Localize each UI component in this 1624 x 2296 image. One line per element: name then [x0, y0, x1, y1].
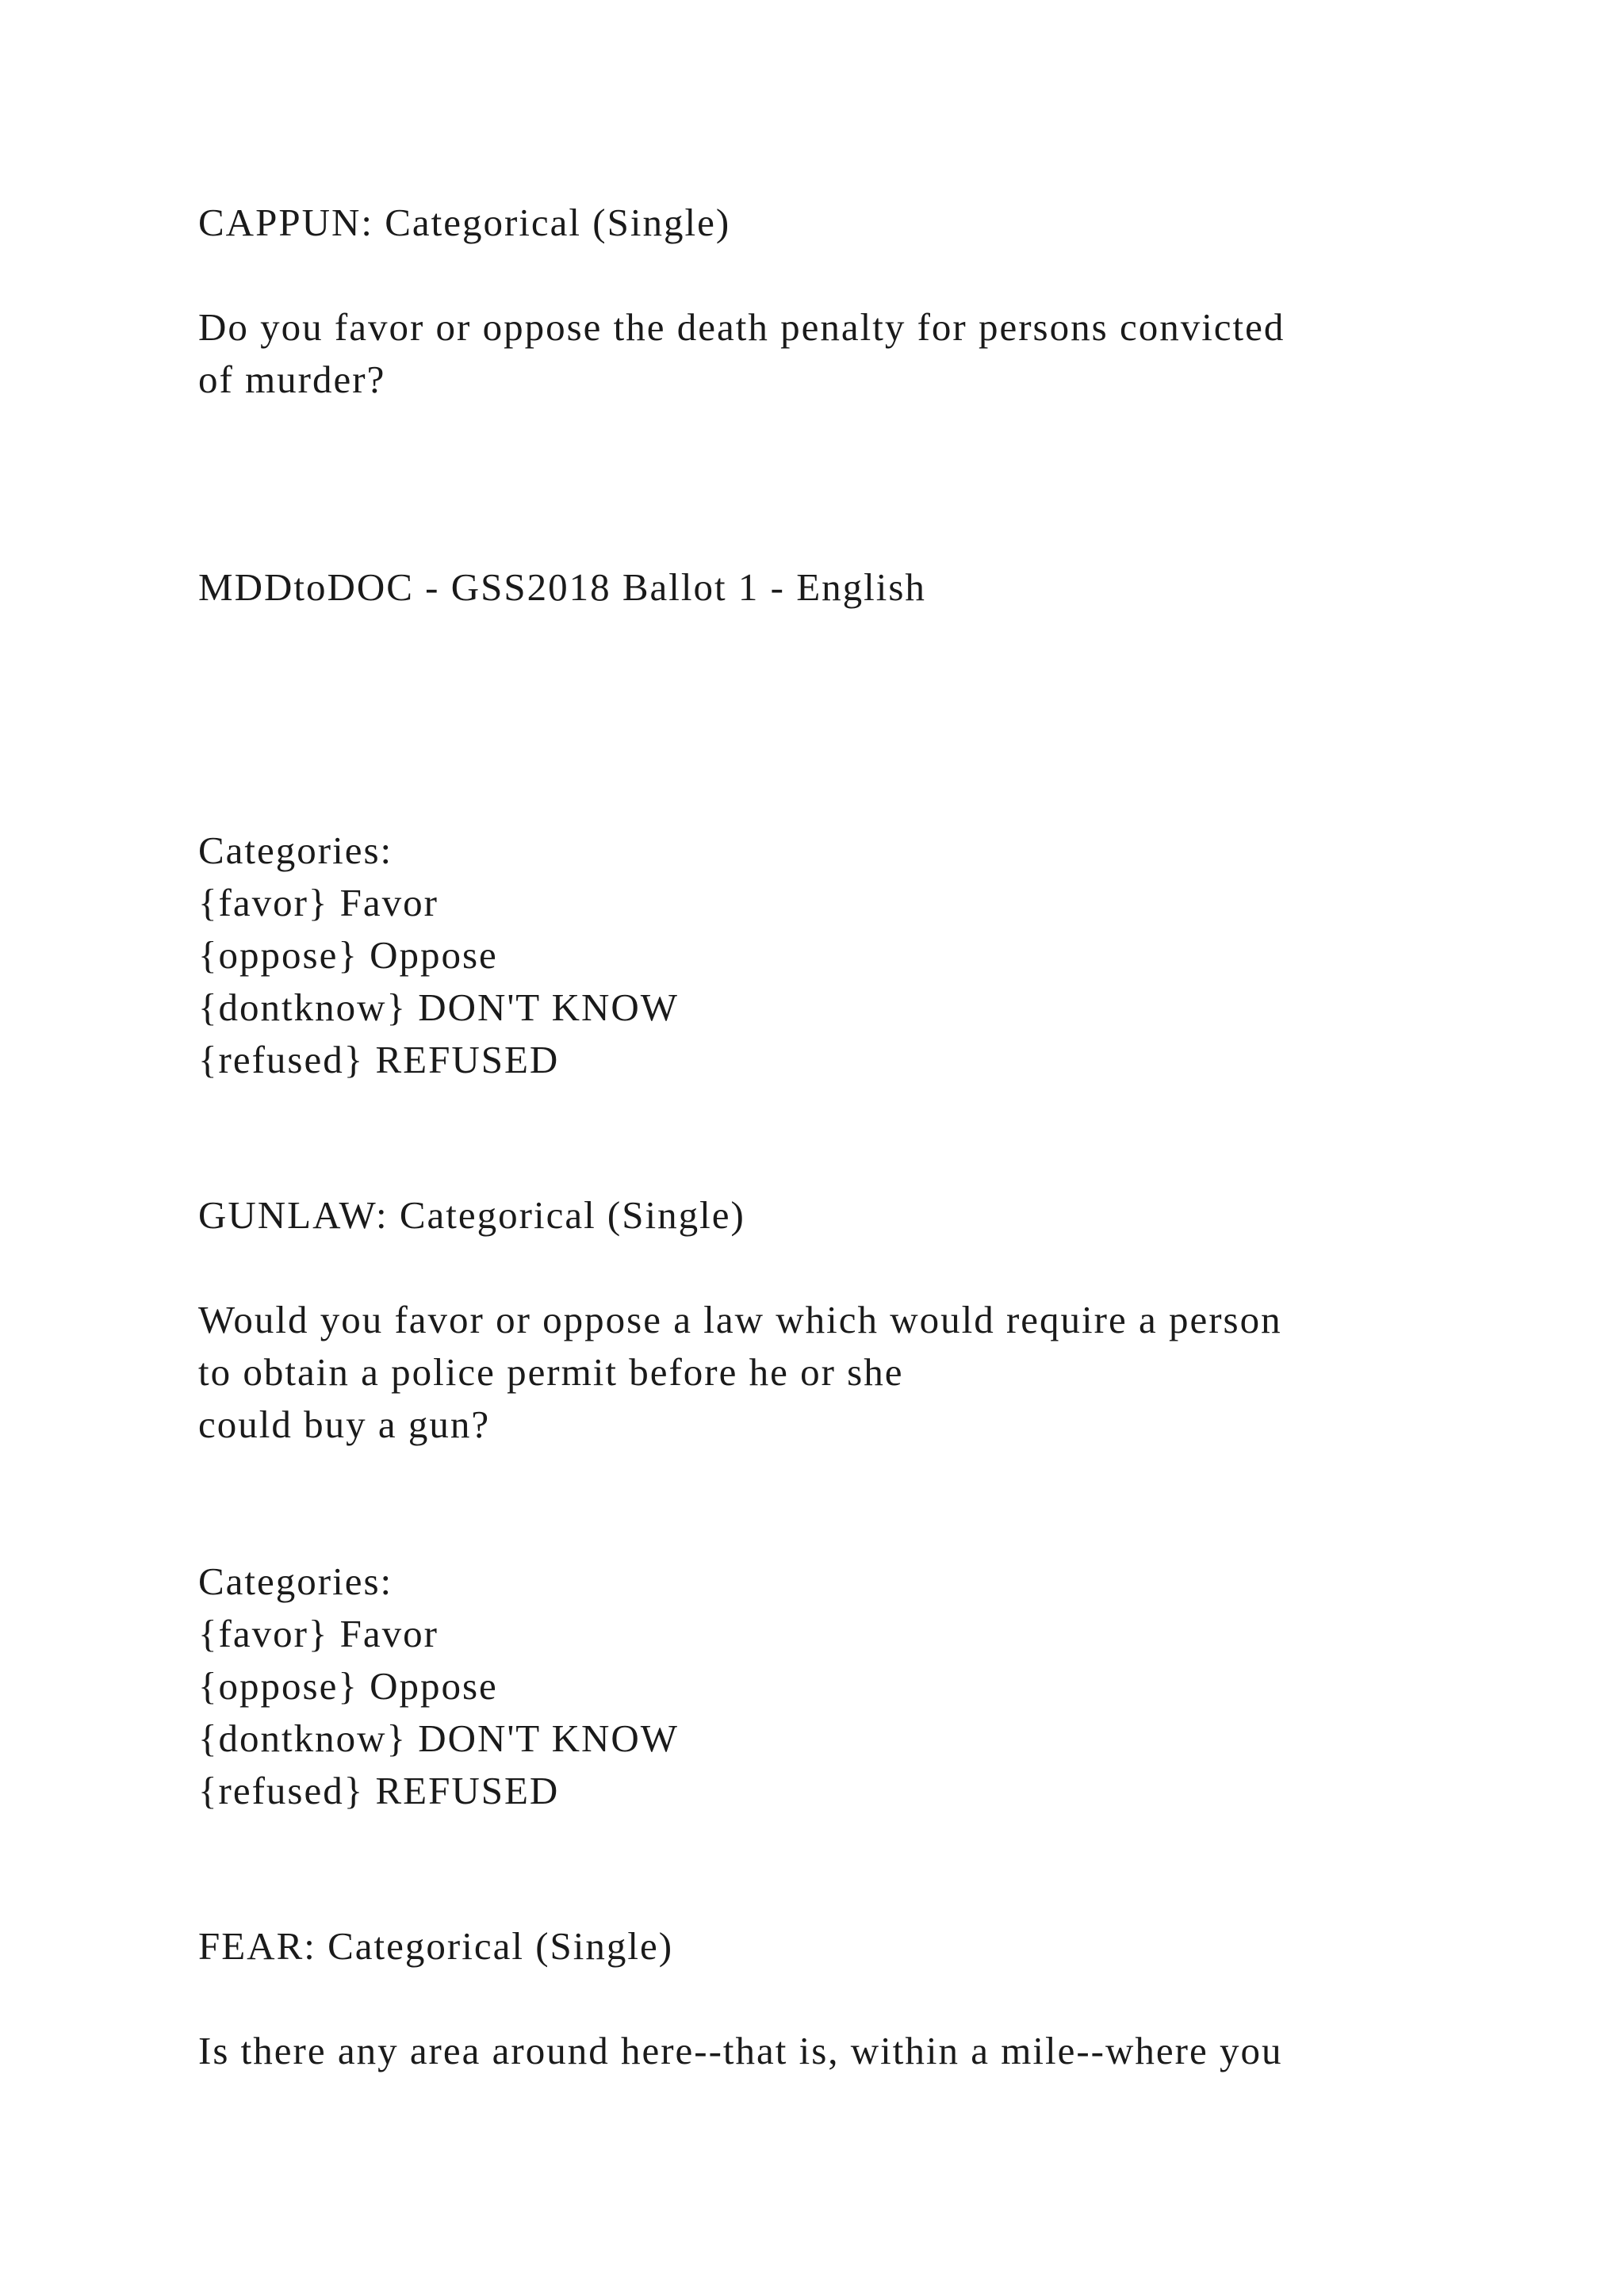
- question-text-line: to obtain a police permit before he or she: [198, 1350, 904, 1394]
- category-item: {refused} REFUSED: [198, 1769, 560, 1812]
- category-item: {favor} Favor: [198, 881, 439, 924]
- category-item: {refused} REFUSED: [198, 1038, 560, 1081]
- category-item: {dontknow} DON'T KNOW: [198, 1716, 679, 1760]
- category-item: {oppose} Oppose: [198, 933, 498, 977]
- category-item: {favor} Favor: [198, 1612, 439, 1655]
- question-text-line: Do you favor or oppose the death penalty for persons convicted: [198, 305, 1285, 349]
- category-item: {dontknow} DON'T KNOW: [198, 985, 679, 1029]
- question-heading-gunlaw: GUNLAW: Categorical (Single): [198, 1193, 745, 1237]
- source-line: MDDtoDOC - GSS2018 Ballot 1 - English: [198, 565, 926, 609]
- categories-label: Categories:: [198, 1559, 393, 1603]
- category-item: {oppose} Oppose: [198, 1664, 498, 1708]
- question-text-line: Is there any area around here--that is, within a mile--where you: [198, 2029, 1283, 2072]
- question-heading-cappun: CAPPUN: Categorical (Single): [198, 201, 731, 244]
- categories-label: Categories:: [198, 828, 393, 872]
- question-text-line: of murder?: [198, 358, 386, 401]
- question-text-line: Would you favor or oppose a law which would require a person: [198, 1298, 1282, 1341]
- question-text-line: could buy a gun?: [198, 1402, 491, 1446]
- question-heading-fear: FEAR: Categorical (Single): [198, 1924, 674, 1968]
